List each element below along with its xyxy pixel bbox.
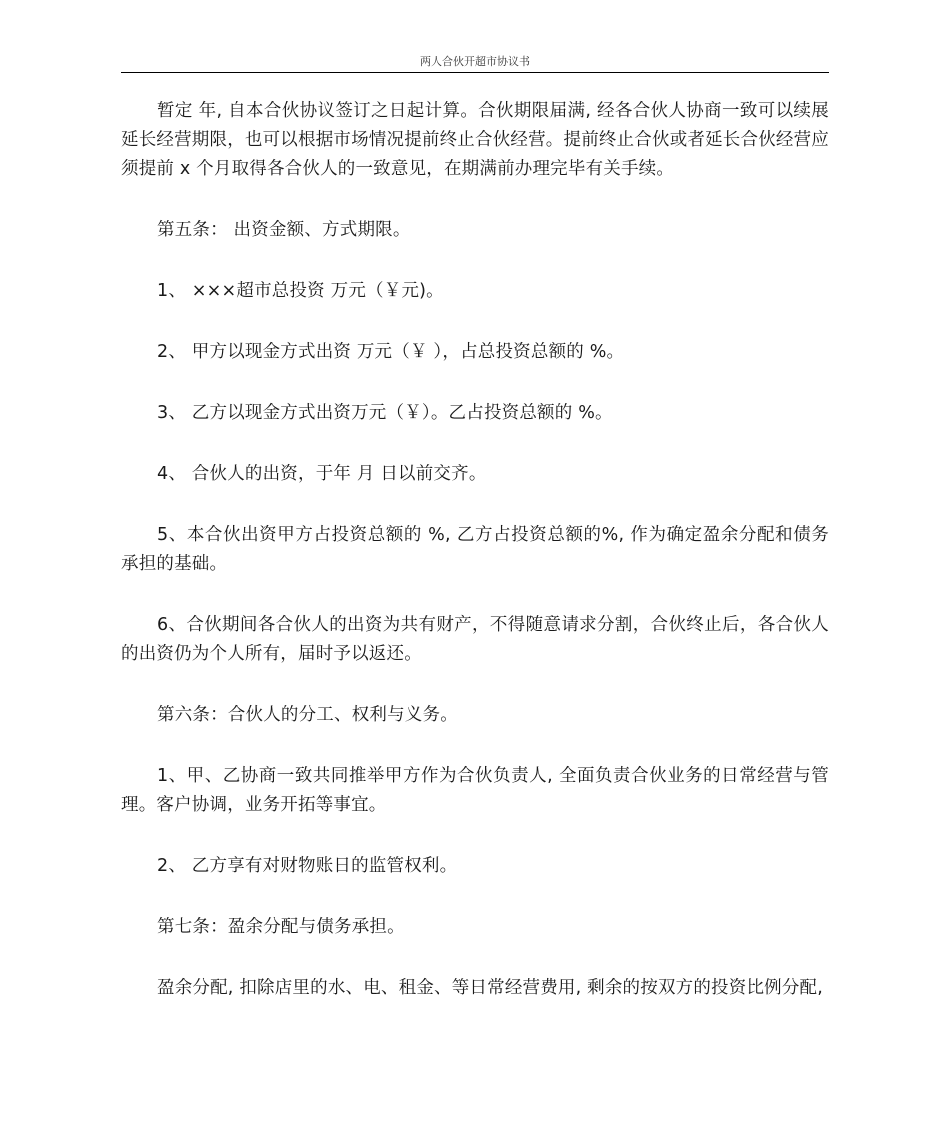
paragraph-article-5-item-1: 1、 ×××超市总投资 万元（￥元)。 <box>157 281 444 301</box>
paragraph-article-5-item-2: 2、 甲方以现金方式出资 万元（￥ ），占总投资总额的 %。 <box>157 342 625 362</box>
paragraph-profit-distribution: 盈余分配, 扣除店里的水、电、租金、等日常经营费用, 剩余的按双方的投资比例分配, <box>157 978 824 998</box>
paragraph-article-5-item-5: 5、本合伙出资甲方占投资总额的 %, 乙方占投资总额的%, 作为确定盈余分配和债务承担的基础。 <box>121 525 829 574</box>
paragraph-article-5-item-4: 4、 合伙人的出资，于年 月 日以前交齐。 <box>157 464 487 484</box>
page-header-title: 两人合伙开超市协议书 <box>121 55 829 73</box>
paragraph-article-6-item-1: 1、甲、乙协商一致共同推举甲方作为合伙负责人, 全面负责合伙业务的日常经营与管理。客户协调，业务开拓等事宜。 <box>121 766 829 815</box>
paragraph-article-6-item-2: 2、 乙方享有对财物账日的监管权利。 <box>157 856 458 876</box>
paragraph-article-6-heading: 第六条：合伙人的分工、权利与义务。 <box>157 705 458 725</box>
paragraph-term-duration: 暂定 年, 自本合伙协议签订之日起计算。合伙期限届满, 经各合伙人协商一致可以续展延长经营期限，也可以根据市场情况提前终止合伙经营。提前终止合伙或者延长合伙经营应须提前 x 个月取得各合伙人的一致意见，在期满前办理完毕有关手续。 <box>121 101 829 179</box>
paragraph-article-5-heading: 第五条： 出资金额、方式期限。 <box>157 220 411 240</box>
paragraph-article-7-heading: 第七条：盈余分配与债务承担。 <box>157 917 405 937</box>
paragraph-article-5-item-3: 3、 乙方以现金方式出资万元（￥）。乙占投资总额的 %。 <box>157 403 613 423</box>
paragraph-article-5-item-6: 6、合伙期间各合伙人的出资为共有财产，不得随意请求分割，合伙终止后，各合伙人的出资仍为个人所有，届时予以返还。 <box>121 615 829 664</box>
document-body <box>121 97 829 1035</box>
